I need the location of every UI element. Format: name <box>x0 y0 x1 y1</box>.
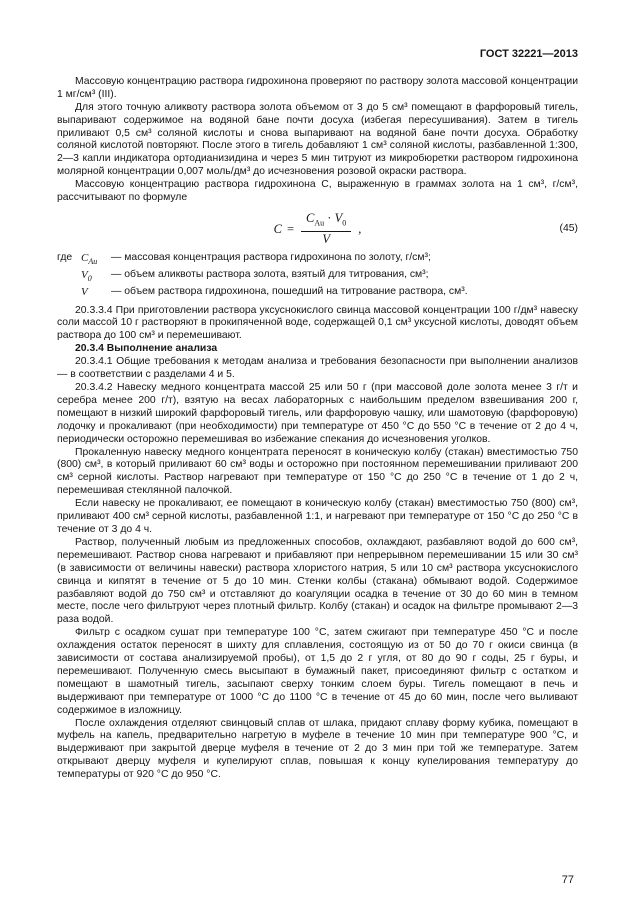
standard-number: ГОСТ 32221—2013 <box>479 48 578 60</box>
where-text: — объем раствора гидрохинона, пошедший на титрование раствора, см³. <box>111 286 468 298</box>
paragraphs-after-formula <box>57 305 578 783</box>
paragraph: Для этого точную аликвоту раствора золота объемом от 3 до 5 см³ помещают в фарфоровый тигель, выпаривают содержимое на водяной бане почти досуха (избегая пересушивания). Затем в тигель приливают 0,5 см³ соляной кислоты и снова выпаривают на водяной бане почти досуха. Обработку соляной кислотой повторяют. После этого в тигель добавляют 1 см³ соляной кислоты, разбавленной 1:300, 2—3 капли индикатора ортодианизидина и через 5 мин титруют из микробюретки раствором гидрохинона молярной концентрации 0,007 моль/дм³ до исчезновения розовой окраски раствора. <box>57 101 578 178</box>
where-prefix: где <box>57 252 73 264</box>
document-body <box>57 76 578 782</box>
page-number: 77 <box>561 874 574 887</box>
formula-lhs: C <box>273 221 282 236</box>
paragraph: Фильтр с осадком сушат при температуре 100 °С, затем сжигают при температуре 450 °С и после охлаждения остаток переносят в шихту для сплавления, состоящую из от 50 до 70 г окиси свинца (в зависимости от состава анализируемой пробы), от 1,5 до 2 г угля, от 80 до 90 г соды, 25 г буры, и перемешивают. Полученную смесь высыпают в бумажный пакет, присоединяют фильтр с остатком и помещают в шамотный тигель, засыпают сверху тонким слоем буры. Тигель помещают в печь и выдерживают при температуре от 1000 °С до 1100 °С в течение от 45 до 60 мин, после чего выливают содержимое в изложницу. <box>57 627 578 716</box>
paragraph: 20.3.4.2 Навеску медного концентрата массой 25 или 50 г (при массовой доле золота менее 3 г/т и серебра менее 200 г/т), взятую на весах лабораторных с наибольшим пределом взвешивания 200 г, помещают в низкий широкий фарфоровый тигель, или фарфоровую чашку, или шамотовую (фарфоровую) лодочку и прокаливают (при необходимости) при температуре от 450 °С до 550 °С в течение от 2 до 4 ч, периодически осторожно перемешивая во избежание спекания до исчезновения уголков. <box>57 382 578 445</box>
numerator-sub-2: 0 <box>342 218 347 228</box>
formula-fraction <box>301 212 351 246</box>
paragraph: Прокаленную навеску медного концентрата переносят в коническую колбу (стакан) вместимостью 750 (800) см³, в который приливают 60 см³ воды и осторожно при постоянном перемешивании приливают 200 см³ серной кислоты. Раствор нагревают при температуре от 150 °С до 250 °С в течение от 1 до 2 ч, перемешивая стеклянной палочкой. <box>57 446 578 497</box>
where-item <box>57 269 578 286</box>
page-footer <box>562 874 574 887</box>
where-prefix <box>57 286 81 303</box>
fraction-denominator: V <box>322 232 330 247</box>
equals-sign: = <box>286 221 295 236</box>
where-list <box>57 252 578 303</box>
where-text: — массовая концентрация раствора гидрохинона по золоту, г/см³; <box>111 252 431 264</box>
formula-number: (45) <box>559 222 578 234</box>
document-header <box>57 48 578 61</box>
paragraph: 20.3.3.4 При приготовлении раствора уксуснокислого свинца массовой концентрации 100 г/дм³ навеску соли массой 10 г растворяют в прокипяченной воде, содержащей 0,1 см³ уксусной кислоты, доводят объем раствора до 100 см³ и перемешивают. <box>57 304 578 342</box>
numerator-var-2: V <box>334 210 343 225</box>
paragraphs-before-formula <box>57 76 578 205</box>
where-item <box>57 286 578 303</box>
where-var: $V_0$ <box>81 269 92 284</box>
multiplication-dot: · <box>327 210 332 225</box>
paragraph: Массовую концентрацию раствора гидрохинона C, выраженную в граммах золота на 1 см³, г/см³, рассчитывают по формуле <box>57 179 578 204</box>
where-var: $C_{Au}$ <box>81 252 98 267</box>
paragraph: Массовую концентрацию раствора гидрохинона проверяют по раствору золота массовой концентрации 1 мг/см³ (III). <box>57 75 578 100</box>
numerator-sub-1: Au <box>314 218 325 228</box>
formula-trailing-comma: , <box>358 221 362 236</box>
formula-block <box>57 212 578 246</box>
paragraph: Раствор, полученный любым из предложенных способов, охлаждают, разбавляют водой до 600 см³, перемешивают. Раствор снова нагревают и прибавляют при непрерывном перемешивании 15 или 30 см³ (в зависимости от величины навески) раствора хлористого натрия, 5 или 10 см³ раствора уксуснокислого свинца и кипятят в течение от 5 до 10 мин. Стенки колбы (стакана) обмывают водой. Содержимое разбавляют водой до 750 см³ и отставляют до коагуляции осадка в течение от 30 до 60 мин в темном месте, после чего фильтруют через плотный фильтр. Колбу (стакан) и осадок на фильтре промывают 2—3 раза водой. <box>57 536 578 626</box>
paragraph: 20.3.4.1 Общие требования к методам анализа и требования безопасности при выполнении анализов — в соответствии с разделами 4 и 5. <box>57 356 578 381</box>
paragraph: После охлаждения отделяют свинцовый сплав от шлака, придают сплаву форму кубика, помещают в муфель на капель, предварительно нагретую в муфеле в течение 10 мин при температуре 900 °С, и выдерживают при закрытой дверце муфеля в течение от 2 до 3 мин при той же температуре. Затем открывают дверцу муфеля и купелируют сплав, повышая к концу купелирования температуру до температуры от 920 °С до 950 °С. <box>57 717 578 781</box>
paragraph: Если навеску не прокаливают, ее помещают в коническую колбу (стакан) вместимостью 750 (800) см³, приливают 400 см³ серной кислоты, разбавленной 1:1, и нагревают при температуре от 150 °С до 250 °С в течение от 3 до 4 ч. <box>57 498 578 535</box>
where-prefix <box>57 269 81 286</box>
where-var: V <box>81 286 88 299</box>
formula-45 <box>274 212 362 246</box>
where-item <box>57 252 578 269</box>
where-text: — объем аликвоты раствора золота, взятый для титрования, см³; <box>111 269 429 281</box>
numerator-var-1: C <box>306 210 315 225</box>
fraction-numerator <box>301 212 351 232</box>
section-heading: 20.3.4 Выполнение анализа <box>75 343 218 355</box>
